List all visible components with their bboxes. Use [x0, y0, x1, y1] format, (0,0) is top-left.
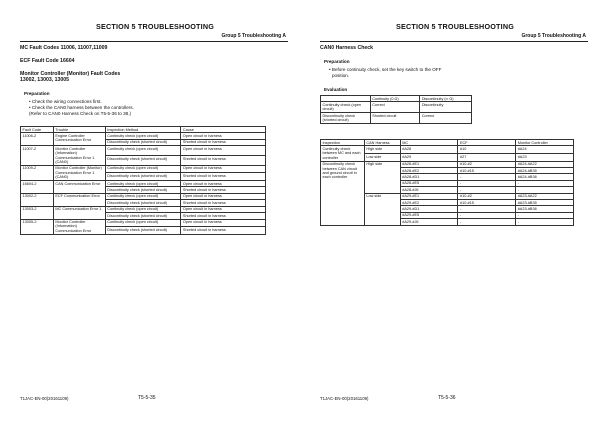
prep-item: • Check the wiring connections first.: [29, 99, 102, 104]
page-right: [300, 0, 600, 424]
heading-monitor-fault-codes-b: 13002, 13003, 13005: [20, 77, 70, 83]
inspection-method-cell: Continuity check (open circuit): [105, 133, 181, 139]
insp-continuity-label: Continuity check between MC and each controller: [321, 146, 365, 161]
inspection-method-cell: Continuity check (open circuit): [105, 146, 181, 156]
section-title: SECTION 5 TROUBLESHOOTING: [395, 22, 514, 31]
trouble-cell: ECF Communication Error: [53, 193, 105, 206]
evaluation-table: [320, 95, 472, 124]
col-cause: Cause: [181, 127, 266, 133]
col-fault-code: Fault Code: [21, 127, 54, 133]
table-row: #A28-#J6 - -: [321, 187, 574, 193]
fault-code-cell: 13003-2: [21, 206, 54, 219]
footer-doc-code: T1JAC-EN-00(20161109): [20, 396, 69, 401]
inspection-method-cell: Discontinuity check (shorted circuit): [105, 156, 181, 166]
table-row: #A28-#E5 - -: [321, 180, 574, 186]
fault-code-cell: 13005-2: [21, 219, 54, 234]
evaluation-heading: Evaluation: [324, 87, 348, 92]
table-row: [21, 146, 266, 156]
heading-mc-fault-codes: MC Fault Codes 11006, 11007,11009: [20, 45, 108, 51]
table-row: Continuity check between MC and each controller High side #A28 #10 #A24: [321, 146, 574, 154]
group-title: Group 5 Troubleshooting A: [521, 33, 586, 39]
cause-cell: Shorted circuit in harness: [181, 139, 266, 145]
col-trouble: Trouble: [53, 127, 105, 133]
insp-col-ecf: ECF: [458, 140, 516, 146]
cause-cell: Open circuit in harness: [181, 146, 266, 156]
preparation-heading: Preparation: [324, 59, 350, 64]
inspection-method-cell: Continuity check (open circuit): [105, 181, 181, 187]
trouble-cell: CAN Communication Error: [53, 181, 105, 194]
fault-code-cell: 16604-2: [21, 181, 54, 194]
prep-item: • Before continuity check, set the key switch to the OFF position.: [329, 67, 442, 78]
trouble-cell: Monitor Controller (Information) Communication Error: [53, 219, 105, 234]
cause-cell: Shorted circuit in harness: [181, 227, 266, 235]
header-rule: [20, 41, 288, 42]
preparation-heading: Preparation: [24, 91, 50, 96]
cause-cell: Open circuit in harness: [181, 133, 266, 139]
preparation-list: [26, 99, 256, 116]
heading-monitor-fault-codes-a: Monitor Controller (Monitor) Fault Codes: [20, 71, 121, 77]
cause-cell: Shorted circuit in harness: [181, 213, 266, 219]
cause-cell: Open circuit in harness: [181, 206, 266, 212]
insp-col-mc: MC: [400, 140, 458, 146]
table-row: #A28-#D1 - #A24-#B36: [321, 174, 574, 180]
cause-cell: Shorted circuit in harness: [181, 200, 266, 206]
table-row: #A29-#J6 - -: [321, 219, 574, 225]
table-row: Continuity check (open circuit) Correct Discontinuity: [321, 102, 472, 113]
table-row: Low side #A29-#E1 #10-#2 #A23-#A22: [321, 193, 574, 199]
table-row: [21, 219, 266, 227]
inspection-method-cell: Continuity check (open circuit): [105, 165, 181, 173]
table-row: [21, 165, 266, 173]
footer-page-number: T5-5-35: [138, 395, 156, 401]
footer-doc-code: T1JAC-EN-00(20161109): [320, 396, 369, 401]
header-rule: [320, 41, 588, 42]
footer-page-number: T5-5-36: [438, 395, 456, 401]
table-row: Low side #A29 #27 #A23: [321, 154, 574, 162]
inspection-method-cell: Discontinuity check (shorted circuit): [105, 139, 181, 145]
table-row: #A29-#E5 - -: [321, 212, 574, 218]
insp-col-monitor: Monitor Controller: [516, 140, 574, 146]
heading-ecf-fault-code: ECF Fault Code 16604: [20, 58, 75, 64]
fault-code-cell: 11006-2: [21, 133, 54, 146]
insp-col-can-harness: CAN Harness: [364, 140, 400, 146]
cause-cell: Shorted circuit in harness: [181, 173, 266, 181]
table-row: #A29-#E2 #10-#15 #A23-#B35: [321, 200, 574, 206]
fault-code-cell: 13002-2: [21, 193, 54, 206]
cause-cell: Open circuit in harness: [181, 219, 266, 227]
prep-reference: (Refer to CAN0 Harness Check on T5-5-36 to 38.): [29, 110, 132, 116]
inspection-method-cell: Discontinuity check (shorted circuit): [105, 200, 181, 206]
eval-col-continuity: Continuity (0 Ω): [370, 96, 420, 102]
table-row: #A29-#D1 - #A23-#B36: [321, 206, 574, 212]
inspection-method-cell: Discontinuity check (shorted circuit): [105, 213, 181, 219]
trouble-cell: Monitor Controller (Monitor) Communication Error 1 (CAN0): [53, 165, 105, 180]
section-title: SECTION 5 TROUBLESHOOTING: [95, 22, 214, 31]
fault-code-table: [20, 126, 266, 235]
cause-cell: Open circuit in harness: [181, 181, 266, 187]
heading-can0-harness-check: CAN0 Harness Check: [320, 45, 374, 51]
inspection-method-cell: Continuity check (open circuit): [105, 219, 181, 227]
inspection-method-cell: Discontinuity check (shorted circuit): [105, 187, 181, 193]
group-title: Group 5 Troubleshooting A: [221, 33, 286, 39]
cause-cell: Open circuit in harness: [181, 165, 266, 173]
trouble-cell: Engine Controller Communication Error: [53, 133, 105, 146]
table-row: #A28-#E2 #10-#15 #A24-#B35: [321, 168, 574, 174]
trouble-cell: Monitor Controller (Information) Communication Error 1 (CAN0): [53, 146, 105, 166]
insp-col-inspection: Inspection: [321, 140, 365, 146]
col-inspection-method: Inspection Method: [105, 127, 181, 133]
fault-code-cell: 11007-2: [21, 146, 54, 166]
inspection-table: [320, 139, 574, 226]
table-row: Discontinuity check between CAN circuit and ground circuit in each controller High side #A28-#E1 #10-#2 #A24-#A22: [321, 161, 574, 167]
insp-discontinuity-label: Discontinuity check between CAN circuit and ground circuit in each controller: [321, 161, 365, 225]
inspection-method-cell: Discontinuity check (shorted circuit): [105, 227, 181, 235]
cause-cell: Open circuit in harness: [181, 193, 266, 199]
cause-cell: Shorted circuit in harness: [181, 187, 266, 193]
inspection-method-cell: Continuity check (open circuit): [105, 193, 181, 199]
table-row: Discontinuity check (shorted circuit) Shorted circuit Correct: [321, 113, 472, 124]
fault-code-cell: 11009-2: [21, 165, 54, 180]
cause-cell: Shorted circuit in harness: [181, 156, 266, 166]
inspection-method-cell: Discontinuity check (shorted circuit): [105, 173, 181, 181]
eval-col-discontinuity: Discontinuity (∞ Ω): [420, 96, 472, 102]
inspection-method-cell: Continuity check (open circuit): [105, 206, 181, 212]
prep-item: • Check the CAN0 harness between the controllers.: [29, 104, 134, 110]
trouble-cell: MC Communication Error 1: [53, 206, 105, 219]
